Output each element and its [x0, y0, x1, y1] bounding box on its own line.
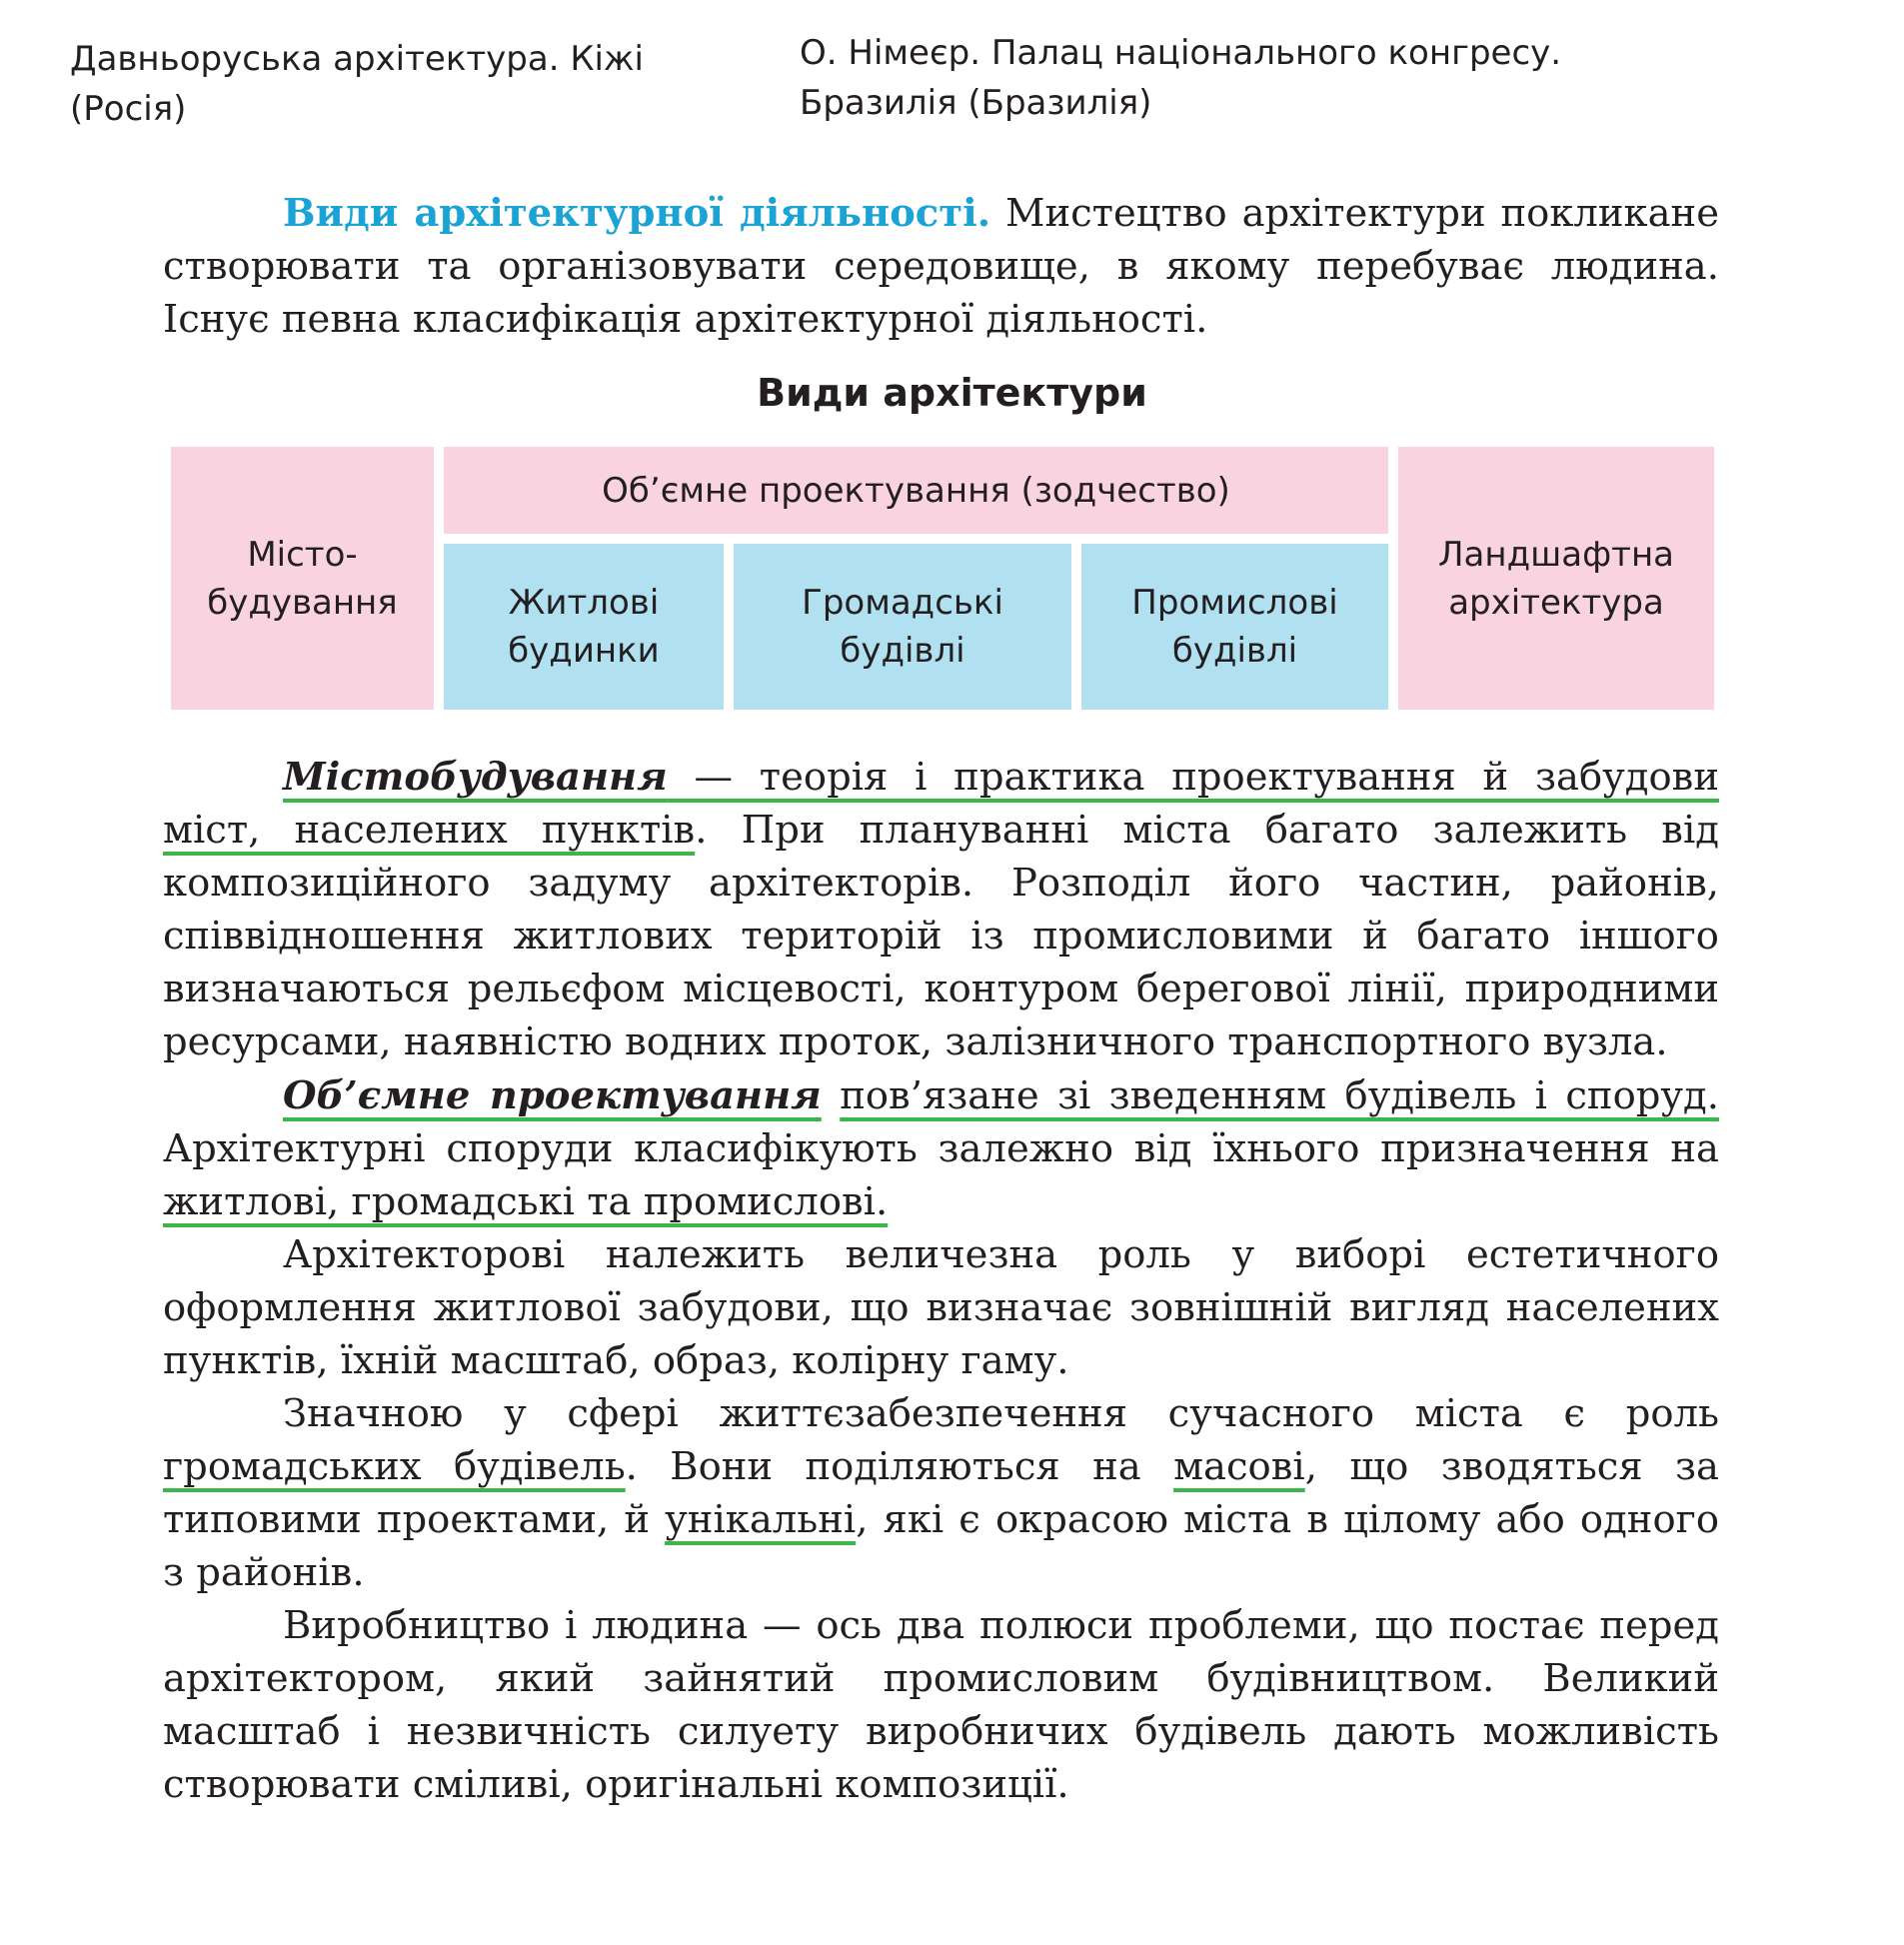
cell-volume-design — [444, 447, 1388, 534]
text-run: , що зводяться за типовими проектами, й — [163, 1444, 1719, 1542]
cell-label: Об’ємне проектування (зодчество) — [602, 470, 1230, 511]
cell-public — [734, 544, 1071, 710]
paragraph-industrial — [163, 1599, 1719, 1811]
cell-residential — [444, 544, 724, 710]
intro-text: Мистецтво архітектури покликане створювати та організовувати середовище, в якому перебуває людина. Існує певна класифікація архітектурної діяльності. — [163, 191, 1719, 342]
term-urban-planning: Містобудування — [283, 755, 668, 800]
term-volume-design: Об’ємне проектування — [283, 1073, 822, 1118]
cell-urban-planning — [171, 447, 434, 710]
photo-caption-kizhi: Давньоруська архітектура. Кіжі (Росія) — [70, 39, 644, 129]
volume-definition: пов’язане зі зведенням будівель і споруд. — [840, 1073, 1719, 1118]
paragraph-text: Виробництво і людина — ось два полюси проблеми, що постає перед архітектором, який зайнятий промисловим будівництвом. Великий масштаб і незвичність силуету виробничих будівель дають можливість створювати сміливі, оригінальні композиції. — [163, 1603, 1719, 1807]
public-buildings-term: громадських будівель — [163, 1444, 626, 1489]
unique-term: унікальні — [665, 1497, 857, 1542]
cell-label: Місто-будування — [207, 534, 398, 623]
cell-label: Ландшафтна архітектура — [1437, 534, 1675, 623]
paragraph-text: . При плануванні міста багато залежить від композиційного задуму архітекторів. Розподіл його частин, районів, співвідношення житлових територій із промисловими й багато іншого визначаються рельєфом місцевості, контуром берегової лінії, природними ресурсами, наявністю водних проток, залізничного транспортного вузла. — [163, 808, 1719, 1064]
section-heading: Види архітектурної діяльності. — [283, 191, 991, 236]
photo-caption-brasilia — [800, 28, 1799, 128]
paragraph-public-buildings — [163, 1387, 1719, 1599]
cell-label: Громадські будівлі — [802, 583, 1003, 671]
cell-landscape — [1398, 447, 1714, 710]
paragraph-urban-planning — [163, 751, 1719, 1068]
cell-label: Житлові будинки — [508, 583, 660, 671]
intro-paragraph — [163, 187, 1719, 346]
paragraph-residential — [163, 1228, 1719, 1387]
paragraph-text: Архітекторові належить величезна роль у виборі естетичного оформлення житлової забудови, що визначає зовнішній вигляд населених пунктів, їхній масштаб, образ, колірну гаму. — [163, 1232, 1719, 1383]
caption-line-1: О. Німеєр. Палац національного конгресу. — [800, 33, 1562, 73]
separator — [668, 755, 695, 800]
scheme-title: Види архітектури — [757, 371, 1147, 415]
cell-industrial — [1081, 544, 1388, 710]
text-run: . Вони поділяються на — [625, 1444, 1174, 1489]
caption-line-2: Бразилія (Бразилія) — [800, 83, 1152, 123]
mass-term: масові — [1173, 1444, 1305, 1489]
text-run: Значною у сфері життєзабезпечення сучасного міста є роль — [283, 1391, 1719, 1436]
text-run: , які є окрасою міста в цілому або одного з районів. — [163, 1497, 1719, 1595]
building-types: житлові, громадські та промислові. — [163, 1179, 889, 1224]
paragraph-volume-design — [163, 1069, 1719, 1228]
paragraph-text: Архітектурні споруди класифікують залежно від їхнього призначення на — [163, 1126, 1719, 1171]
cell-label: Промислові будівлі — [1131, 583, 1338, 671]
definition-text: — теорія і практика проектування й забудови міст, населених пунктів — [163, 755, 1719, 853]
